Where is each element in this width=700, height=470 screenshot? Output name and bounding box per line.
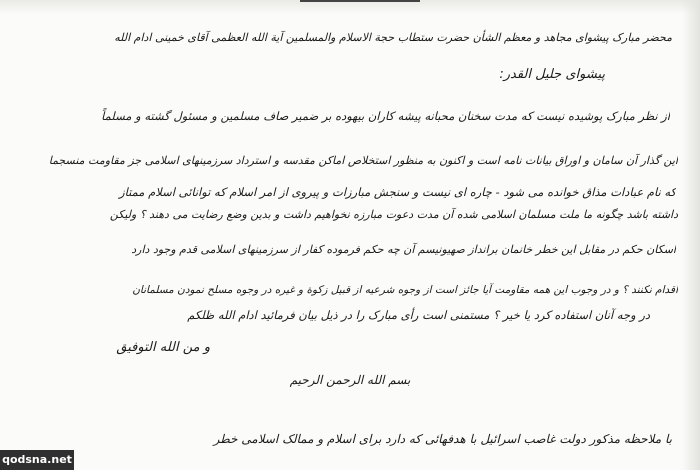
body-line: از نظر مبارک پوشیده نیست که مدت سخنان محبانه پیشه کاران بیهوده بر ضمیر صاف مسلمین و مسئول گشته و مسلماً [101, 109, 670, 123]
body-line: که نام عبادات مذاق خوانده می شود - چاره ای نیست و سنجش مبارزات و پیروی از امر اسلام که توانائی اسلام ممتاز [119, 185, 676, 199]
body-line: در وجه آنان استفاده کرد یا خیر ؟ مستمنی است رأی مبارک را در ذیل بیان فرمائید ادام الله ظلکم [187, 308, 650, 322]
closing-line: و من الله التوفیق [116, 340, 210, 355]
scan-shadow-right [682, 0, 700, 470]
body-line: این گذار آن سامان و اوراق بیانات نامه است و اکنون به منظور استخلاص اماکن مقدسه و استرداد سرزمینهای اسلامی جز مقاومت منسجما [48, 154, 678, 167]
body-line: اقدام نکنند ؟ و در وجوب این همه مقاومت آیا جائز است از وجوه شرعیه از قبیل زکوة و غیره در وجوه مسلح نمودن مسلمانان [132, 284, 678, 296]
address-line: پیشوای جلیل القدر: [499, 67, 605, 82]
salutation-line: محضر مبارک پیشوای مجاهد و معظم الشأن حضرت ستطاب حجة الاسلام والمسلمین آیة الله العظمی آقای خمینی ادام الله [114, 31, 672, 44]
basmala-heading: بسم الله الرحمن الرحیم [289, 373, 411, 387]
body-line: داشته باشد چگونه ما ملت مسلمان اسلامی شده آن مدت دعوت مبارزه نخواهیم داشت و بدین وضع رضایت می دهند ؟ ولیکن [109, 208, 678, 221]
body-line: اسکان حکم در مقابل این خطر خانمان برانداز صهیونیسم آن چه حکم فرموده کفار از سرزمینهای اسلامی قدم وجود دارد [131, 243, 676, 256]
reply-line: با ملاحظه مذکور دولت غاصب اسرائیل با هدفهائی که دارد برای اسلام و ممالک اسلامی خطر [213, 432, 672, 446]
torn-header-stroke [300, 0, 420, 6]
site-watermark: qodsna.net [0, 450, 74, 470]
